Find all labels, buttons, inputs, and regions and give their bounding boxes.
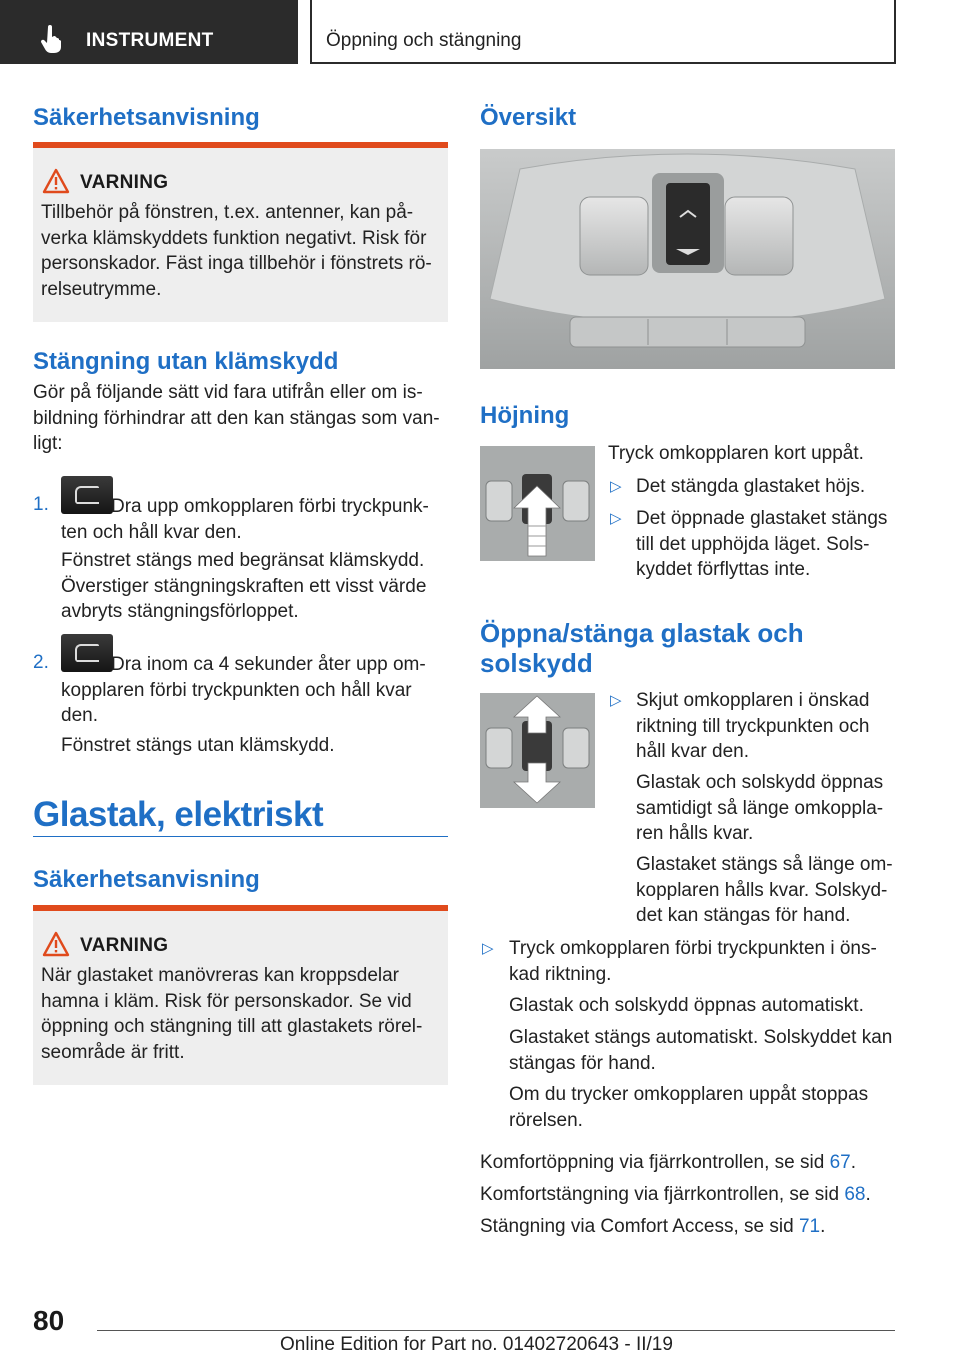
heading-open-close: Öppna/stänga glastak och solskydd bbox=[480, 618, 804, 678]
heading-close-without-pinch: Stängning utan klämskydd bbox=[33, 348, 339, 375]
open-close-photo bbox=[480, 693, 595, 808]
step-2-note: Fönstret stängs utan klämskydd. bbox=[61, 735, 335, 756]
reference-comfort-access: Stängning via Comfort Access, se sid 71. bbox=[480, 1216, 826, 1237]
heading-rule bbox=[33, 836, 448, 837]
warning-text: När glastaket manövreras kan kroppsdelar hamna i kläm. Risk för personskador. Se vid öppning och stängning till att glastakets rörel-seområde är fritt. bbox=[41, 965, 423, 1063]
raise-photo bbox=[480, 446, 595, 561]
open-bullet-2: Tryck omkopplaren förbi tryckpunkten i öns-kad riktning. bbox=[509, 938, 877, 985]
warning-title: VARNING bbox=[80, 172, 169, 193]
raise-bullet-2: Det öppnade glastaket stängs till det upphöjda läget. Sols-kyddet förflyttas inte. bbox=[636, 508, 888, 580]
open-bullet-2-note-2: Glastaket stängs automatiskt. Solskyddet kan stängas för hand. bbox=[509, 1027, 893, 1074]
page-link-68[interactable]: 68 bbox=[844, 1184, 866, 1205]
reference-text: Stängning via Comfort Access, se sid bbox=[480, 1216, 799, 1237]
heading-overview: Översikt bbox=[480, 104, 577, 131]
heading-glass-roof: Glastak, elektriskt bbox=[33, 795, 324, 834]
header-chapter-label: Öppning och stängning bbox=[326, 30, 522, 51]
raise-bullet-1: Det stängda glastaket höjs. bbox=[636, 476, 866, 497]
header-section-label: INSTRUMENT bbox=[86, 30, 214, 51]
reference-text: Komfortöppning via fjärrkontrollen, se sid bbox=[480, 1152, 830, 1173]
bullet-arrow-icon: ▷ bbox=[610, 510, 622, 527]
bullet-arrow-icon: ▷ bbox=[610, 478, 622, 495]
warning-text: Tillbehör på fönstren, t.ex. antenner, kan på-verka klämskyddets funktion negativt. Risk för personskador. Fäst inga tillbehör i fönstrets rö-relseutrymme. bbox=[41, 202, 432, 300]
heading-raise: Höjning bbox=[480, 402, 570, 429]
page-number: 80 bbox=[33, 1305, 65, 1336]
open-bullet-2-note-1: Glastak och solskydd öppnas automatiskt. bbox=[509, 995, 864, 1016]
step-2-text: Dra inom ca 4 sekunder åter upp om-kopplaren förbi tryckpunkten och håll kvar den. bbox=[61, 654, 426, 726]
warning-triangle-icon bbox=[42, 168, 70, 194]
raise-text: Tryck omkopplaren kort uppåt. bbox=[608, 443, 864, 464]
reference-comfort-close: Komfortstängning via fjärrkontrollen, se sid 68. bbox=[480, 1184, 871, 1205]
warning-triangle-icon bbox=[42, 931, 70, 957]
bullet-arrow-icon: ▷ bbox=[610, 692, 622, 709]
header-chapter-tab bbox=[310, 0, 896, 64]
hand-pointer-icon bbox=[38, 24, 68, 54]
warning-title: VARNING bbox=[80, 935, 169, 956]
page-link-71[interactable]: 71 bbox=[798, 1216, 821, 1237]
page-link-67[interactable]: 67 bbox=[829, 1152, 851, 1173]
warning-box-1 bbox=[33, 142, 448, 322]
reference-text: Komfortstängning via fjärrkontrollen, se sid bbox=[480, 1184, 845, 1205]
switch-up-down-arrow-illustration bbox=[480, 693, 595, 808]
step-number-2: 2. bbox=[33, 652, 49, 673]
roof-console-illustration bbox=[480, 149, 895, 369]
close-intro-text: Gör på följande sätt vid fara utifrån eller om is-bildning förhindrar att den kan stängas som van-ligt: bbox=[33, 382, 440, 454]
heading-safety-note-2: Säkerhetsanvisning bbox=[33, 866, 260, 893]
step-number-1: 1. bbox=[33, 494, 49, 515]
footer-rule bbox=[97, 1330, 895, 1331]
overview-photo bbox=[480, 149, 895, 369]
bullet-arrow-icon: ▷ bbox=[482, 940, 494, 957]
footer-edition: Online Edition for Part no. 01402720643 - II/19 bbox=[280, 1334, 673, 1355]
warning-box-2 bbox=[33, 905, 448, 1085]
reference-comfort-open: Komfortöppning via fjärrkontrollen, se sid 67. bbox=[480, 1152, 856, 1173]
open-bullet-1-note-2: Glastaket stängs så länge om-kopplaren hålls kvar. Solskyd-det kan stängas för hand. bbox=[636, 854, 893, 926]
step-1-text: Dra upp omkopplaren förbi tryckpunk-ten och håll kvar den. bbox=[61, 496, 429, 543]
open-bullet-1-note-1: Glastak och solskydd öppnas samtidigt så länge omkoppla-ren hålls kvar. bbox=[636, 772, 884, 844]
switch-up-arrow-illustration bbox=[480, 446, 595, 561]
heading-safety-note: Säkerhetsanvisning bbox=[33, 104, 260, 131]
step-1-note: Fönstret stängs med begränsat klämskydd. Överstiger stängningskraften ett visst värde avbryts stängningsförloppet. bbox=[61, 550, 427, 622]
header-section-tab bbox=[0, 0, 298, 64]
open-bullet-1: Skjut omkopplaren i önskad riktning till tryckpunkten och håll kvar den. bbox=[636, 690, 870, 762]
open-bullet-2-note-3: Om du trycker omkopplaren uppåt stoppas rörelsen. bbox=[509, 1084, 869, 1131]
